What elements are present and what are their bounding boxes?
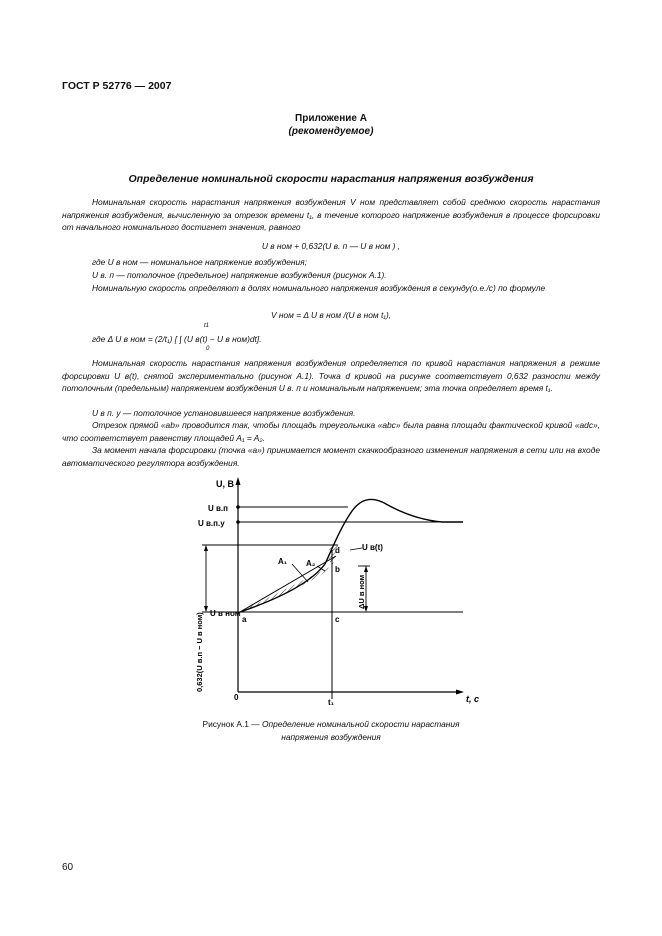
label-d: d [335, 546, 340, 555]
label-a2: A₂ [306, 559, 316, 568]
dim-0632-arrow-top [204, 545, 208, 551]
section-title: Определение номинальной скорости нарастания напряжения возбуждения [128, 173, 534, 185]
where-1b: U в. п — потолочное (предельное) напряжение возбуждения (рисунок А.1). [92, 270, 387, 280]
line-ab [240, 556, 336, 612]
integral-upper-limit: t1 [204, 323, 210, 329]
x-axis-arrow [456, 690, 464, 695]
paragraph-3: Номинальная скорость нарастания напряжения возбуждения определяется по кривой нарастания напряжения в режиме форсировки U в(t), снятой экспериментально (рисунок А.1). Точка d кривой на рисунке соответствует 0,632 разности между потолочным (предельным) напряжением возбуждения U в. п и номинальным напряжением; эта точка определяет время t₁. [62, 358, 600, 393]
formula-2: V ном = Δ U в ном /(U в ном t₁), [270, 310, 392, 320]
dim-delta-arrow-top [364, 566, 368, 572]
formula-1: U в ном + 0,632(U в. п — U в ном ) , [261, 241, 401, 251]
label-uvp: U в.п [208, 504, 228, 513]
standard-header: ГОСТ Р 52776 — 2007 [62, 80, 172, 92]
paragraph-6: За момент начала форсировки (точка «а») принимается момент скачкообразного изменения напряжения в сети или на входе автоматического регулятора возбуждения. [62, 445, 600, 468]
paragraph-5: Отрезок прямой «ab» проводится так, чтобы площадь треугольника «abc» была равна площади фактической кривой «adc», что соответствует равенству площадей A₁ = A₂. [62, 420, 600, 443]
paragraph-1: Номинальная скорость нарастания напряжения возбуждения V ном представляет собой среднюю скорость нарастания напряжения возбуждения, вычисленную за отрезок времени t₁, в течение которого напряжение возбуждения в процессе форсировки от начального номинального достигнет значения, равного [62, 197, 600, 232]
page-number: 60 [62, 862, 74, 873]
paragraph-2: Номинальную скорость определяют в долях номинального напряжения возбуждения в секунду(о.е./с) по формуле [92, 283, 546, 293]
uvp-marker [236, 505, 240, 509]
label-curve: U в(t) [362, 543, 383, 552]
label-t1: t₁ [328, 698, 334, 707]
uvpu-marker [236, 520, 240, 524]
appendix-subtitle [0, 126, 662, 137]
figure-caption [0, 718, 662, 743]
figure-a1 [180, 474, 480, 710]
label-a1: A₁ [278, 557, 288, 566]
appendix-subtitle-text: (рекомендуемое) [288, 126, 374, 137]
dim-0632-arrow-bottom [204, 606, 208, 612]
caption-line1: Определение номинальной скорости нарастания [262, 719, 460, 729]
label-c: c [335, 615, 340, 624]
label-a: a [242, 615, 247, 624]
paragraph-4: U в п. у — потолочное установившееся напряжение возбуждения. [92, 408, 356, 418]
curve-pointer [350, 548, 362, 550]
where-1a: где U в ном — номинальное напряжение возбуждения; [92, 257, 307, 267]
appendix-title: Приложение А [295, 113, 367, 124]
caption-prefix: Рисунок А.1 — [202, 719, 260, 729]
a2-pointer [317, 566, 325, 571]
integral-lower-limit: 0 [206, 346, 210, 352]
label-b: b [335, 565, 340, 574]
curve-ub [240, 499, 463, 612]
y-axis-label: U, B [216, 479, 234, 489]
area-a1-hatch [240, 566, 332, 612]
where-2: где Δ U в ном = (2/t₁) [ ∫ (U в(t) − U в ном)dt]. [92, 334, 262, 344]
x-axis-label: t, c [466, 694, 480, 704]
y-axis-arrow [236, 477, 241, 485]
label-origin: 0 [234, 693, 239, 702]
label-uvpu: U в.п.у [198, 519, 225, 528]
label-0632: 0,632(U в.п − U в ном) [195, 612, 204, 692]
caption-line2: напряжения возбуждения [281, 731, 381, 742]
label-delta: ΔU в ном [357, 574, 366, 609]
label-uvnom: U в ном [210, 609, 241, 618]
